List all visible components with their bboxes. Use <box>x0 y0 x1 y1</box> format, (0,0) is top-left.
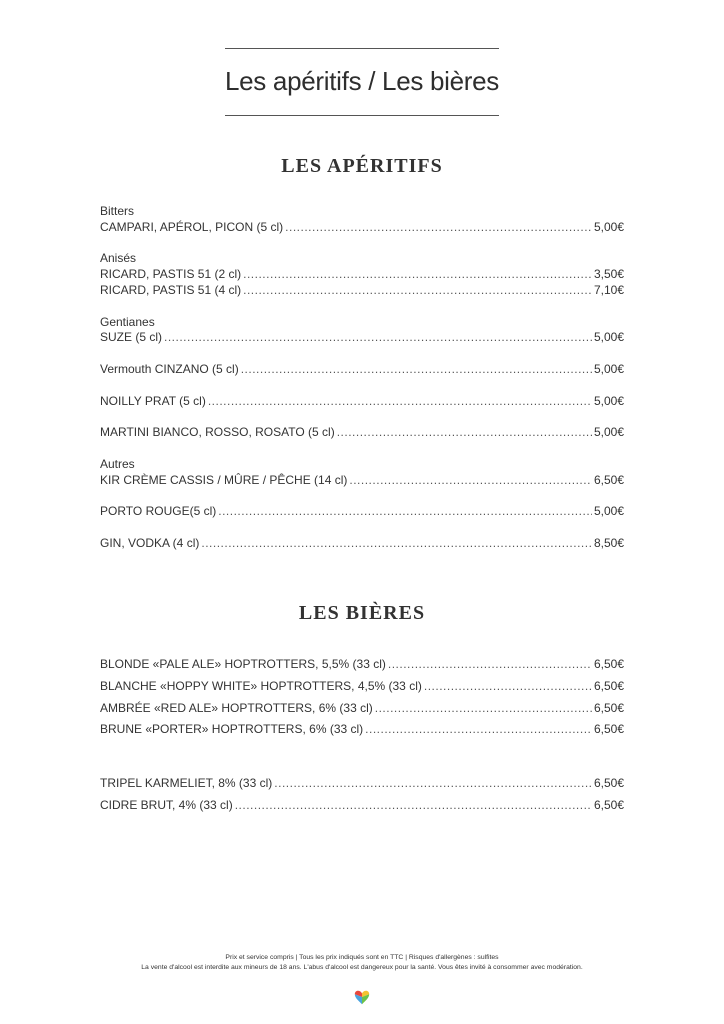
item-name: SUZE (5 cl) <box>100 330 163 344</box>
item-name: BRUNE «PORTER» HOPTROTTERS, 6% (33 cl) <box>100 722 364 736</box>
menu-item-porto <box>100 504 624 518</box>
menu-item-vermouth <box>100 362 624 376</box>
item-name: KIR CRÈME CASSIS / MÛRE / PÊCHE (14 cl) <box>100 473 348 487</box>
dot-leader <box>243 267 592 281</box>
dot-leader <box>365 722 592 736</box>
item-price: 5,00€ <box>593 425 624 439</box>
item-price: 6,50€ <box>593 657 624 671</box>
page-title: Les apéritifs / Les bières <box>224 66 499 96</box>
bieres-section-title: LES BIÈRES <box>298 602 426 624</box>
item-name: NOILLY PRAT (5 cl) <box>100 394 206 408</box>
menu-item-martini <box>100 425 624 439</box>
menu-item-gin-vodka <box>100 536 624 550</box>
dot-leader <box>164 330 592 344</box>
item-price: 5,00€ <box>593 362 624 376</box>
item-name: CAMPARI, APÉROL, PICON (5 cl) <box>100 220 284 234</box>
item-price: 5,00€ <box>593 220 624 234</box>
item-price: 5,00€ <box>593 330 624 344</box>
item-price: 7,10€ <box>593 283 624 297</box>
dot-leader <box>243 283 592 297</box>
item-name: BLONDE «PALE ALE» HOPTROTTERS, 5,5% (33 cl) <box>100 657 386 671</box>
heart-logo-icon <box>353 988 371 1006</box>
item-price: 6,50€ <box>593 473 624 487</box>
item-price: 6,50€ <box>593 798 624 812</box>
menu-item-noilly-prat <box>100 394 624 408</box>
item-name: RICARD, PASTIS 51 (4 cl) <box>100 283 242 297</box>
menu-item-kir <box>100 473 624 487</box>
item-name: CIDRE BRUT, 4% (33 cl) <box>100 798 233 812</box>
item-price: 5,00€ <box>593 394 624 408</box>
top-rule <box>225 48 499 49</box>
item-price: 6,50€ <box>593 722 624 736</box>
menu-item-tripel <box>100 776 624 790</box>
dot-leader <box>208 394 592 408</box>
dot-leader <box>241 362 592 376</box>
item-name: TRIPEL KARMELIET, 8% (33 cl) <box>100 776 273 790</box>
dot-leader <box>337 425 592 439</box>
item-price: 6,50€ <box>593 701 624 715</box>
dot-leader <box>285 220 592 234</box>
item-name: AMBRÉE «RED ALE» HOPTROTTERS, 6% (33 cl) <box>100 701 373 715</box>
category-anises: Anisés <box>100 251 137 265</box>
item-name: PORTO ROUGE(5 cl) <box>100 504 217 518</box>
item-name: Vermouth CINZANO (5 cl) <box>100 362 239 376</box>
menu-item-ricard-2cl <box>100 267 624 281</box>
item-name: GIN, VODKA (4 cl) <box>100 536 200 550</box>
dot-leader <box>349 473 592 487</box>
dot-leader <box>274 776 592 790</box>
menu-item-blanche <box>100 679 624 693</box>
menu-item-cidre <box>100 798 624 812</box>
item-price: 8,50€ <box>593 536 624 550</box>
footer-notice-prices: Prix et service compris | Tous les prix indiqués sont en TTC | Risques d'allergènes : sulfites <box>225 954 499 961</box>
menu-item-suze <box>100 330 624 344</box>
menu-item-campari <box>100 220 624 234</box>
category-gentianes: Gentianes <box>100 315 155 329</box>
footer-notice-alcohol: La vente d'alcool est interdite aux mineurs de 18 ans. L'abus d'alcool est dangereux pour la santé. Vous êtes invité à consommer avec modération. <box>141 964 583 971</box>
menu-item-brune <box>100 722 624 736</box>
menu-item-ambree <box>100 701 624 715</box>
item-price: 5,00€ <box>593 504 624 518</box>
menu-item-ricard-4cl <box>100 283 624 297</box>
category-autres: Autres <box>100 457 135 471</box>
dot-leader <box>375 701 592 715</box>
category-bitters: Bitters <box>100 204 135 218</box>
dot-leader <box>218 504 592 518</box>
item-name: BLANCHE «HOPPY WHITE» HOPTROTTERS, 4,5% (33 cl) <box>100 679 422 693</box>
dot-leader <box>201 536 592 550</box>
menu-item-blonde <box>100 657 624 671</box>
item-price: 3,50€ <box>593 267 624 281</box>
dot-leader <box>235 798 592 812</box>
aperitifs-section-title: LES APÉRITIFS <box>281 155 443 177</box>
item-price: 6,50€ <box>593 776 624 790</box>
dot-leader <box>424 679 592 693</box>
item-name: MARTINI BIANCO, ROSSO, ROSATO (5 cl) <box>100 425 335 439</box>
dot-leader <box>388 657 592 671</box>
title-underline-rule <box>225 115 499 116</box>
item-name: RICARD, PASTIS 51 (2 cl) <box>100 267 242 281</box>
item-price: 6,50€ <box>593 679 624 693</box>
